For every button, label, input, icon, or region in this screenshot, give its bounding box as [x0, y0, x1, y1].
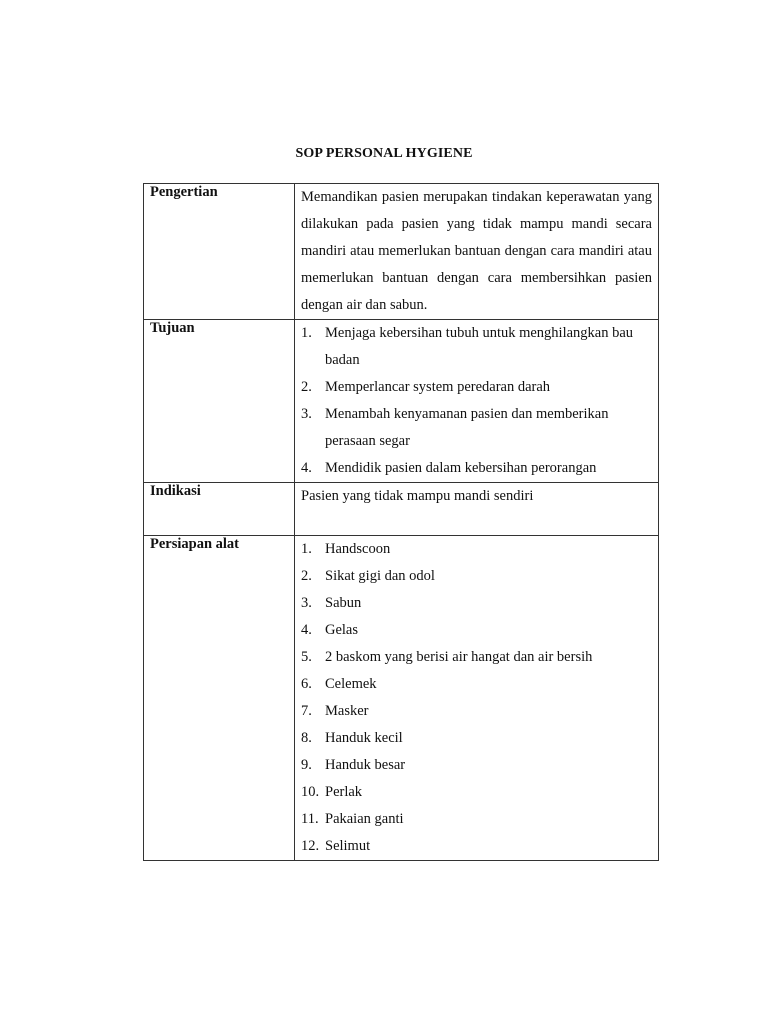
list-text: Sikat gigi dan odol	[325, 568, 435, 584]
list-item	[301, 401, 652, 455]
list-number: 1.	[301, 541, 312, 557]
pengertian-text: Memandikan pasien merupakan tindakan keperawatan yang dilakukan pada pasien yang tidak mampu mandi secara mandiri atau memerlukan bantuan dengan cara mandiri atau memerlukan bantuan dengan cara membersihkan pasien dengan air dan sabun.	[301, 189, 652, 313]
list-item	[301, 779, 652, 806]
list-number: 3.	[301, 406, 312, 422]
list-number: 4.	[301, 622, 312, 638]
list-text: Gelas	[325, 622, 359, 638]
list-item	[301, 833, 652, 860]
label-indikasi: Indikasi	[144, 483, 295, 536]
list-text: Selimut	[325, 838, 371, 854]
list-item	[301, 320, 652, 374]
persiapan-alat-list	[301, 536, 652, 860]
list-item	[301, 725, 652, 752]
row-tujuan	[144, 320, 659, 483]
list-number: 6.	[301, 676, 312, 692]
list-text: Menambah kenyamanan pasien dan memberikan perasaan segar	[325, 406, 609, 449]
list-number: 4.	[301, 460, 312, 476]
list-number: 7.	[301, 703, 312, 719]
list-number: 9.	[301, 757, 312, 773]
row-indikasi	[144, 483, 659, 536]
list-text: Masker	[325, 703, 369, 719]
list-item	[301, 590, 652, 617]
list-item	[301, 374, 652, 401]
list-number: 1.	[301, 325, 312, 341]
label-tujuan: Tujuan	[144, 320, 295, 483]
list-item	[301, 752, 652, 779]
list-item	[301, 536, 652, 563]
list-number: 12.	[301, 838, 320, 854]
list-number: 11.	[301, 811, 319, 827]
sop-table	[143, 183, 659, 861]
list-item	[301, 671, 652, 698]
list-number: 2.	[301, 568, 312, 584]
content-persiapan-alat	[295, 536, 659, 861]
list-text: Handscoon	[325, 541, 391, 557]
list-item	[301, 644, 652, 671]
label-persiapan-alat: Persiapan alat	[144, 536, 295, 861]
list-item	[301, 563, 652, 590]
list-text: 2 baskom yang berisi air hangat dan air bersih	[325, 649, 593, 665]
list-text: Menjaga kebersihan tubuh untuk menghilangkan bau badan	[325, 325, 634, 368]
list-text: Sabun	[325, 595, 362, 611]
content-tujuan	[295, 320, 659, 483]
list-item	[301, 698, 652, 725]
label-pengertian: Pengertian	[144, 184, 295, 320]
content-indikasi	[295, 483, 659, 536]
list-text: Handuk besar	[325, 757, 406, 773]
list-number: 10.	[301, 784, 320, 800]
row-pengertian	[144, 184, 659, 320]
list-text: Memperlancar system peredaran darah	[325, 379, 551, 395]
list-number: 5.	[301, 649, 312, 665]
list-text: Celemek	[325, 676, 377, 692]
list-number: 3.	[301, 595, 312, 611]
tujuan-list	[301, 320, 652, 482]
list-text: Handuk kecil	[325, 730, 403, 746]
row-persiapan-alat	[144, 536, 659, 861]
list-text: Perlak	[325, 784, 363, 800]
list-text: Pakaian ganti	[325, 811, 404, 827]
list-item	[301, 806, 652, 833]
list-number: 8.	[301, 730, 312, 746]
indikasi-text: Pasien yang tidak mampu mandi sendiri	[301, 488, 534, 504]
list-number: 2.	[301, 379, 312, 395]
content-pengertian	[295, 184, 659, 320]
list-item	[301, 455, 652, 482]
page-title: SOP PERSONAL HYGIENE	[295, 146, 473, 161]
list-text: Mendidik pasien dalam kebersihan perorangan	[325, 460, 597, 476]
list-item	[301, 617, 652, 644]
